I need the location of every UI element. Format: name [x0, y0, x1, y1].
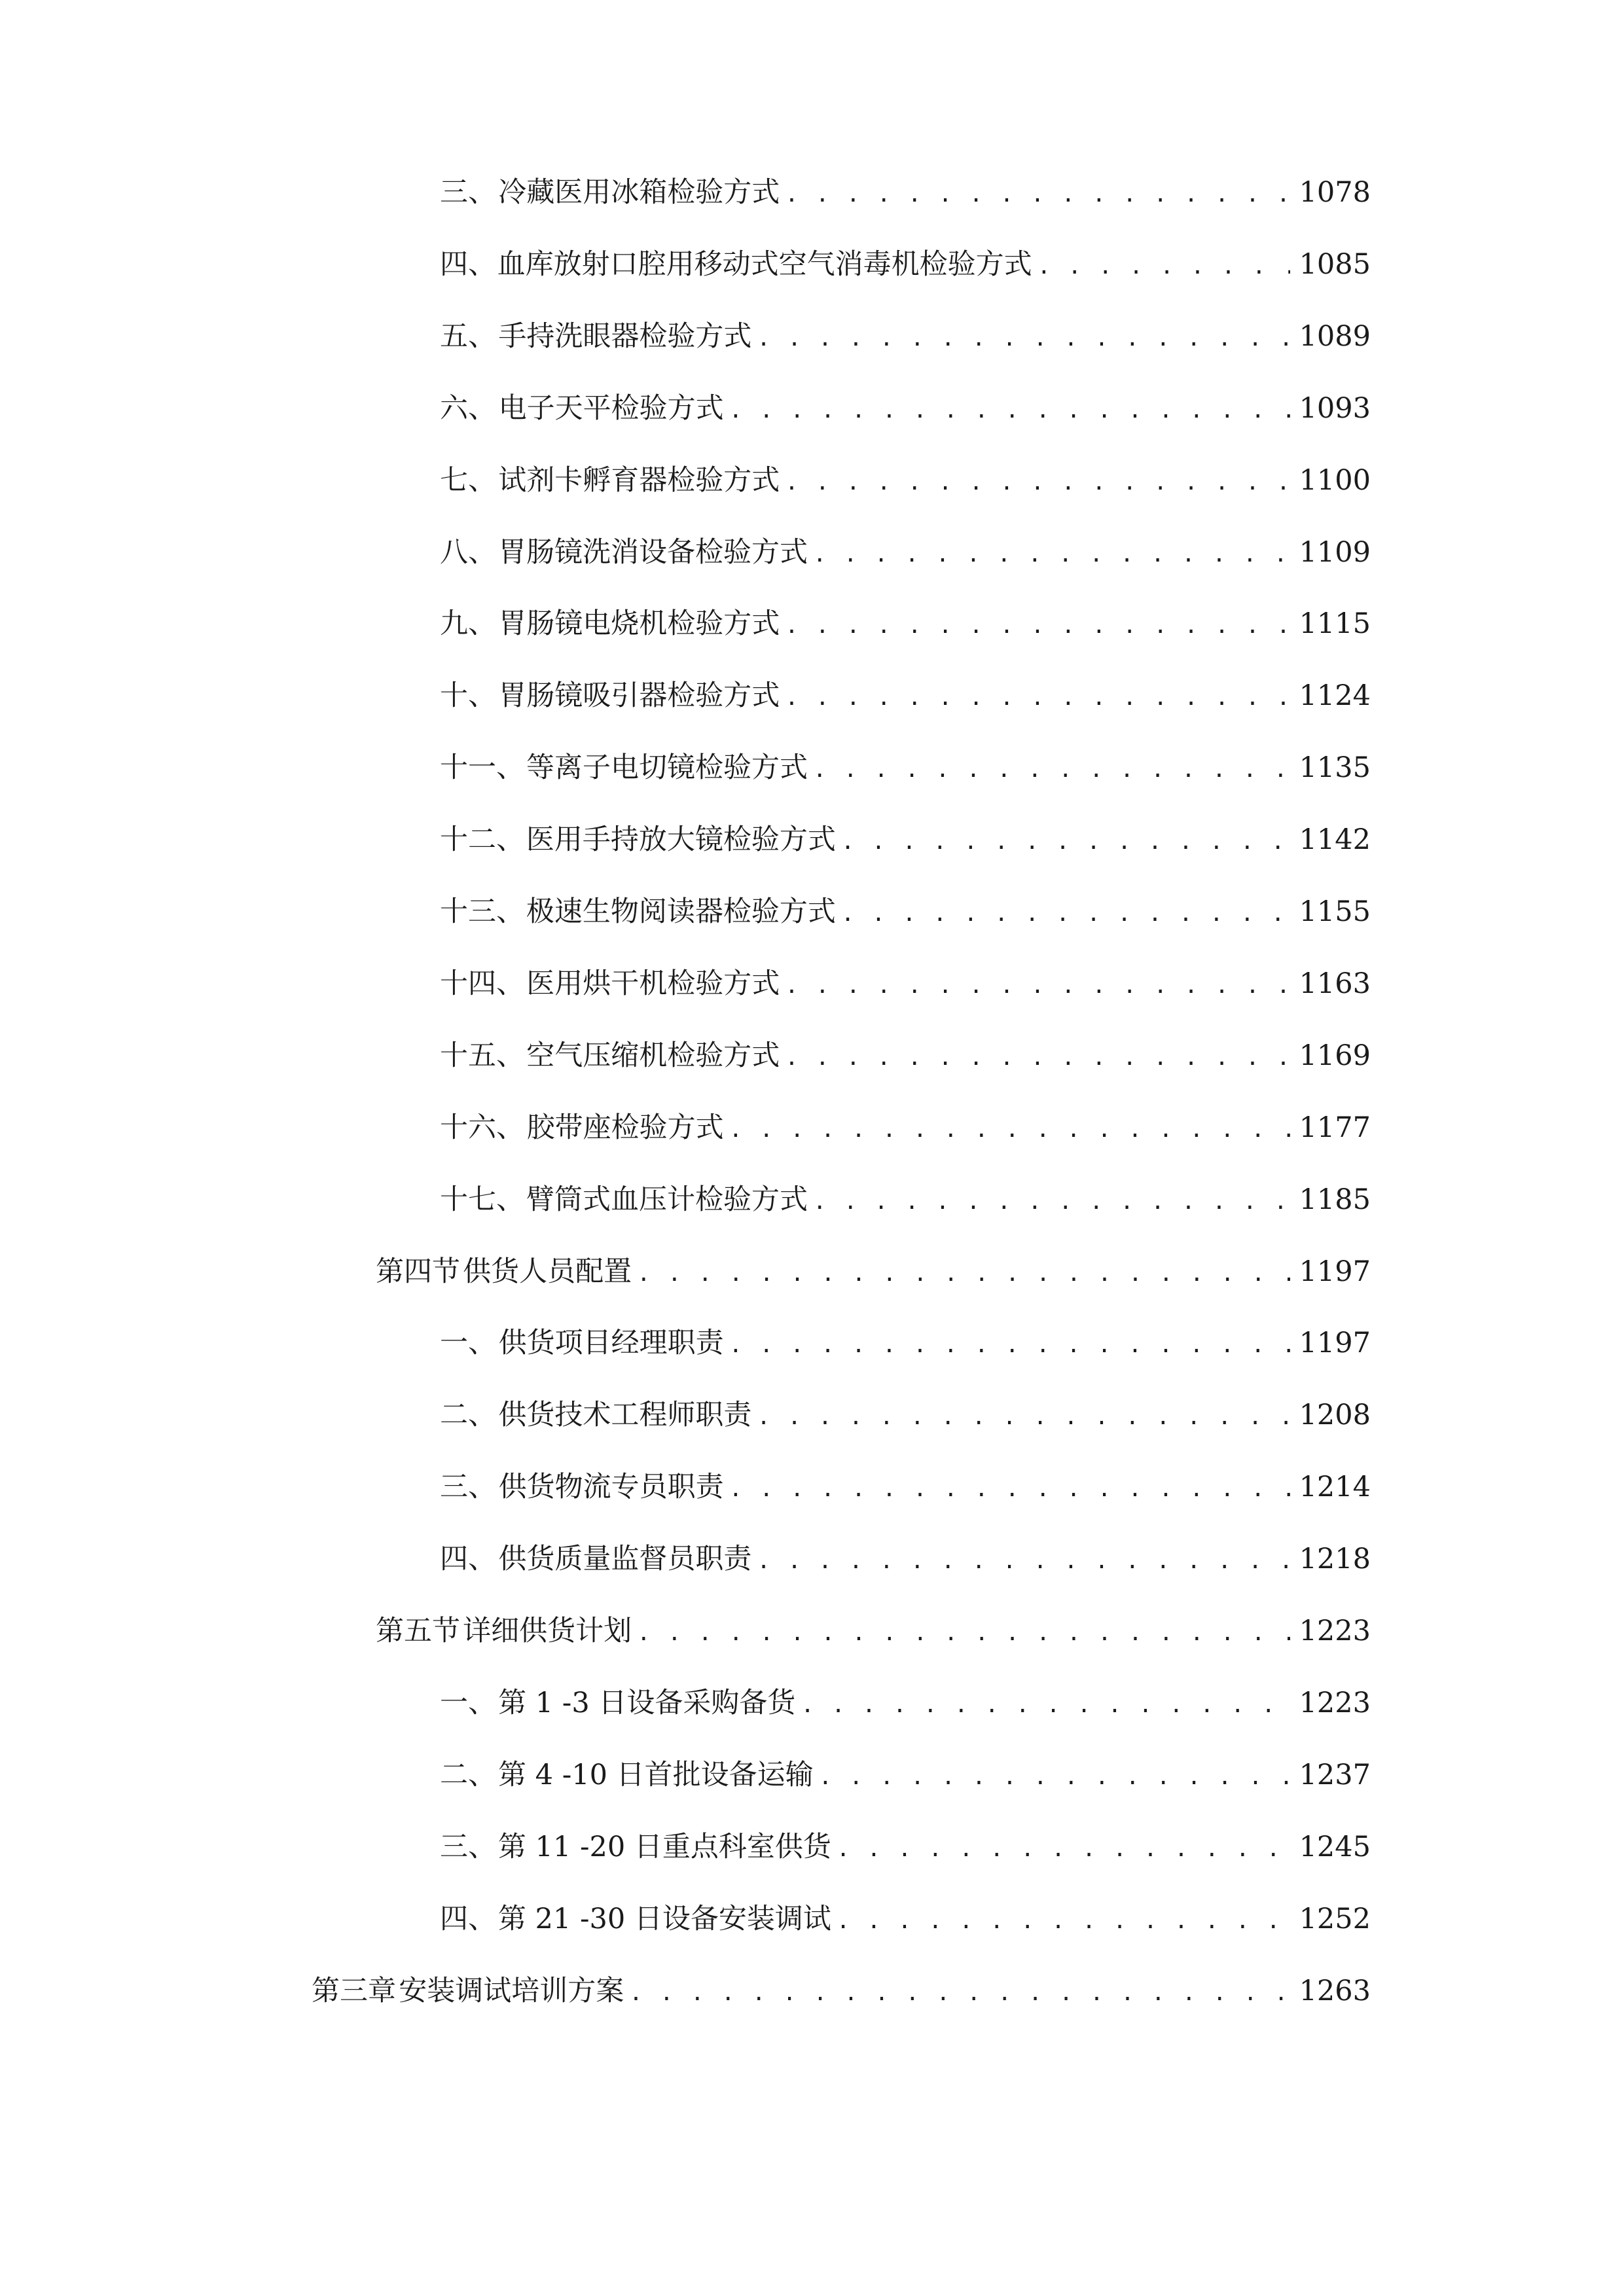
toc-entry-number: 十三、: [440, 895, 524, 928]
toc-entry-title: 第 1 -3 日设备采购备货: [498, 1687, 796, 1719]
toc-entry[interactable]: [440, 670, 1371, 722]
toc-entry-number: 一、: [440, 1687, 496, 1719]
toc-entry-number: 八、: [440, 536, 496, 569]
toc-entry-number: 第五节: [376, 1615, 460, 1647]
toc-entry-page-number: 1163: [1299, 967, 1371, 1000]
toc-entry-number: 五、: [440, 320, 496, 353]
toc-entry-page-number: 1089: [1299, 320, 1371, 353]
toc-entry-number: 第三章: [312, 1975, 396, 2007]
toc-entry-page-number: 1155: [1299, 895, 1371, 928]
toc-entry-page-number: 1093: [1299, 392, 1371, 425]
toc-entry-page-number: 1142: [1299, 823, 1371, 856]
toc-entry-title: 医用烘干机检验方式: [526, 967, 780, 1000]
toc-entry-number: 一、: [440, 1327, 496, 1359]
toc-dot-leader: [751, 312, 1290, 365]
toc-entry-title: 臂筒式血压计检验方式: [526, 1183, 808, 1216]
toc-dot-leader: [751, 1391, 1290, 1443]
toc-entry-page-number: 1085: [1299, 248, 1371, 281]
toc-entry-page-number: 1115: [1299, 607, 1371, 640]
toc-entry-page-number: 1218: [1299, 1543, 1371, 1575]
toc-entry-page-number: 1214: [1299, 1471, 1371, 1503]
toc-dot-leader: [780, 1031, 1290, 1084]
toc-dot-leader: [808, 1175, 1290, 1228]
toc-dot-leader: [808, 528, 1290, 581]
toc-entry[interactable]: [440, 1102, 1371, 1154]
toc-entry-number: 四、: [440, 248, 496, 281]
toc-dot-leader: [724, 1319, 1290, 1371]
toc-entry-number: 十、: [440, 679, 496, 712]
toc-entry-title: 第 21 -30 日设备安装调试: [497, 1903, 831, 1935]
toc-dot-leader: [814, 1751, 1290, 1803]
toc-entry-page-number: 1245: [1299, 1831, 1371, 1863]
toc-dot-leader: [780, 600, 1290, 652]
toc-entry-page-number: 1135: [1299, 751, 1371, 784]
toc-entry-title: 试剂卡孵育器检验方式: [498, 464, 780, 497]
toc-entry[interactable]: [376, 1246, 1371, 1298]
toc-entry[interactable]: [440, 166, 1371, 219]
toc-entry-number: 十五、: [440, 1039, 524, 1072]
toc-entry-number: 三、: [440, 1471, 496, 1503]
toc-dot-leader: [780, 168, 1290, 221]
toc-dot-leader: [624, 1967, 1290, 2019]
toc-entry-title: 手持洗眼器检验方式: [498, 320, 752, 353]
toc-dot-leader: [808, 744, 1290, 796]
toc-entry[interactable]: [440, 1389, 1371, 1441]
toc-entry-page-number: 1109: [1299, 536, 1371, 569]
toc-entry-page-number: 1169: [1299, 1039, 1371, 1072]
toc-entry[interactable]: [440, 598, 1371, 650]
toc-entry-number: 二、: [440, 1399, 496, 1431]
toc-dot-leader: [632, 1607, 1290, 1659]
toc-entry-number: 十一、: [440, 751, 524, 784]
toc-entry[interactable]: [440, 454, 1371, 507]
toc-entry[interactable]: [440, 238, 1371, 291]
toc-entry[interactable]: [440, 1821, 1371, 1873]
toc-entry-number: 九、: [440, 607, 496, 640]
toc-entry[interactable]: [440, 958, 1371, 1010]
toc-entry-title: 冷藏医用冰箱检验方式: [498, 176, 780, 209]
toc-dot-leader: [836, 816, 1290, 868]
toc-dot-leader: [724, 384, 1290, 437]
toc-entry[interactable]: [440, 1030, 1371, 1082]
toc-dot-leader: [780, 960, 1290, 1012]
toc-entry-number: 十六、: [440, 1111, 524, 1144]
toc-entry-page-number: 1208: [1299, 1399, 1371, 1431]
toc-entry-title: 第 11 -20 日重点科室供货: [497, 1831, 831, 1863]
toc-entry-number: 六、: [440, 392, 496, 425]
toc-entry-title: 胃肠镜洗消设备检验方式: [498, 536, 808, 569]
toc-entry-page-number: 1197: [1299, 1255, 1371, 1288]
toc-entry-number: 三、: [440, 176, 496, 209]
toc-entry-number: 十四、: [440, 967, 524, 1000]
toc-entry-number: 二、: [440, 1759, 496, 1791]
toc-entry-page-number: 1263: [1299, 1975, 1371, 2007]
toc-dot-leader: [724, 1103, 1290, 1156]
toc-entry[interactable]: [440, 814, 1371, 866]
toc-entry-page-number: 1197: [1299, 1327, 1371, 1359]
toc-dot-leader: [795, 1679, 1290, 1731]
toc-entry[interactable]: [440, 1317, 1371, 1369]
toc-entry[interactable]: [440, 1677, 1371, 1729]
toc-entry-number: 第四节: [376, 1255, 460, 1288]
toc-entry[interactable]: [440, 382, 1371, 435]
toc-entry[interactable]: [440, 526, 1371, 579]
toc-entry[interactable]: [312, 1965, 1371, 2017]
toc-entry[interactable]: [440, 742, 1371, 794]
toc-entry-title: 极速生物阅读器检验方式: [526, 895, 836, 928]
toc-entry[interactable]: [440, 886, 1371, 938]
toc-entry-title: 医用手持放大镜检验方式: [526, 823, 836, 856]
toc-entry-title: 空气压缩机检验方式: [526, 1039, 780, 1072]
toc-entry-number: 四、: [440, 1903, 496, 1935]
toc-entry-page-number: 1185: [1299, 1183, 1371, 1216]
toc-entry-page-number: 1078: [1299, 176, 1371, 209]
toc-entry-title: 供货技术工程师职责: [498, 1399, 752, 1431]
toc-entry[interactable]: [440, 1749, 1371, 1801]
toc-entry-title: 血库放射口腔用移动式空气消毒机检验方式: [497, 248, 1032, 281]
toc-dot-leader: [751, 1535, 1290, 1587]
toc-entry[interactable]: [376, 1605, 1371, 1657]
toc-entry-page-number: 1223: [1299, 1615, 1371, 1647]
toc-entry-number: 十七、: [440, 1183, 524, 1216]
toc-entry-title: 供货人员配置: [463, 1255, 632, 1288]
toc-entry[interactable]: [440, 1174, 1371, 1226]
toc-entry-title: 电子天平检验方式: [498, 392, 724, 425]
toc-entry-page-number: 1252: [1299, 1903, 1371, 1935]
toc-entry-title: 安装调试培训方案: [399, 1975, 624, 2007]
toc-dot-leader: [780, 456, 1290, 509]
toc-entry[interactable]: [440, 1893, 1371, 1945]
toc-entry-title: 胶带座检验方式: [526, 1111, 724, 1144]
toc-entry-page-number: 1124: [1299, 679, 1371, 712]
toc-entry-number: 十二、: [440, 823, 524, 856]
toc-entry-page-number: 1177: [1299, 1111, 1371, 1144]
toc-entry-page-number: 1237: [1299, 1759, 1371, 1791]
toc-entry-page-number: 1100: [1299, 464, 1371, 497]
toc-dot-leader: [836, 888, 1290, 940]
toc-entry[interactable]: [440, 1533, 1371, 1585]
toc-dot-leader: [632, 1247, 1290, 1300]
toc-entry-title: 胃肠镜吸引器检验方式: [498, 679, 780, 712]
toc-entry-number: 四、: [440, 1543, 496, 1575]
toc-entry-number: 三、: [440, 1831, 496, 1863]
toc-entry-page-number: 1223: [1299, 1687, 1371, 1719]
toc-dot-leader: [780, 672, 1290, 724]
toc-dot-leader: [831, 1895, 1290, 1947]
toc-entry[interactable]: [440, 1461, 1371, 1513]
toc-entry-title: 第 4 -10 日首批设备运输: [498, 1759, 814, 1791]
toc-dot-leader: [724, 1463, 1290, 1515]
toc-dot-leader: [831, 1823, 1290, 1875]
toc-entry-title: 供货质量监督员职责: [498, 1543, 752, 1575]
toc-entry-title: 供货物流专员职责: [498, 1471, 724, 1503]
toc-entry-title: 详细供货计划: [463, 1615, 632, 1647]
toc-entry-title: 等离子电切镜检验方式: [526, 751, 808, 784]
toc-entry-number: 七、: [440, 464, 496, 497]
toc-dot-leader: [1032, 240, 1290, 293]
toc-entry-title: 胃肠镜电烧机检验方式: [498, 607, 780, 640]
toc-entry[interactable]: [440, 310, 1371, 363]
toc-entry-title: 供货项目经理职责: [498, 1327, 724, 1359]
